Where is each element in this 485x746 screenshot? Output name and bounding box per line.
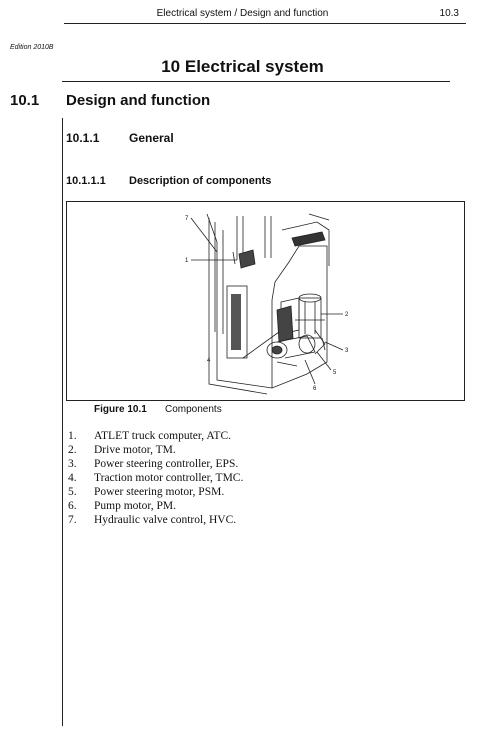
list-item [68,429,243,443]
callout-7: 7 [185,216,189,222]
running-header-title: Electrical system / Design and function [156,8,329,19]
components-illustration [67,202,464,400]
subsection-number: 10.1.1 [66,131,100,145]
list-item [68,513,243,527]
list-item [68,443,243,457]
list-item [68,485,243,499]
list-item [68,499,243,513]
list-item-number: 7. [68,514,77,526]
list-item-number: 1. [68,430,77,442]
list-item [68,471,243,485]
subsubsection-number: 10.1.1.1 [66,175,106,187]
list-item-text: Drive motor, TM. [94,444,176,456]
list-item-number: 4. [68,472,77,484]
section-title: Design and function [66,92,211,109]
list-item-number: 6. [68,500,77,512]
figure-label: Figure 10.1 [94,404,147,415]
list-item-text: Power steering motor, PSM. [94,486,225,498]
components-list [68,429,243,527]
callout-2: 2 [345,312,349,318]
margin-rule [62,118,63,726]
chapter-rule [62,81,450,82]
list-item-text: Traction motor controller, TMC. [94,472,244,484]
header-rule [64,23,466,24]
callout-5: 5 [333,370,337,376]
edition-label: Edition 2010B [10,44,54,51]
callout-4: 4 [207,358,211,364]
callout-3: 3 [345,348,349,354]
list-item-number: 2. [68,444,77,456]
list-item-text: ATLET truck computer, ATC. [94,430,231,442]
callout-6: 6 [313,386,317,392]
list-item-number: 3. [68,458,77,470]
chapter-title: 10 Electrical system [161,57,324,76]
page-number: 10.3 [439,8,459,19]
list-item-text: Hydraulic valve control, HVC. [94,514,237,526]
list-item [68,457,243,471]
list-item-text: Pump motor, PM. [94,500,176,512]
callout-1: 1 [185,258,189,264]
subsection-title: General [129,131,174,145]
list-item-text: Power steering controller, EPS. [94,458,239,470]
section-number: 10.1 [10,92,40,109]
subsubsection-title: Description of components [129,175,272,187]
figure-frame [66,201,465,401]
figure-caption: Components [165,404,222,415]
list-item-number: 5. [68,486,77,498]
